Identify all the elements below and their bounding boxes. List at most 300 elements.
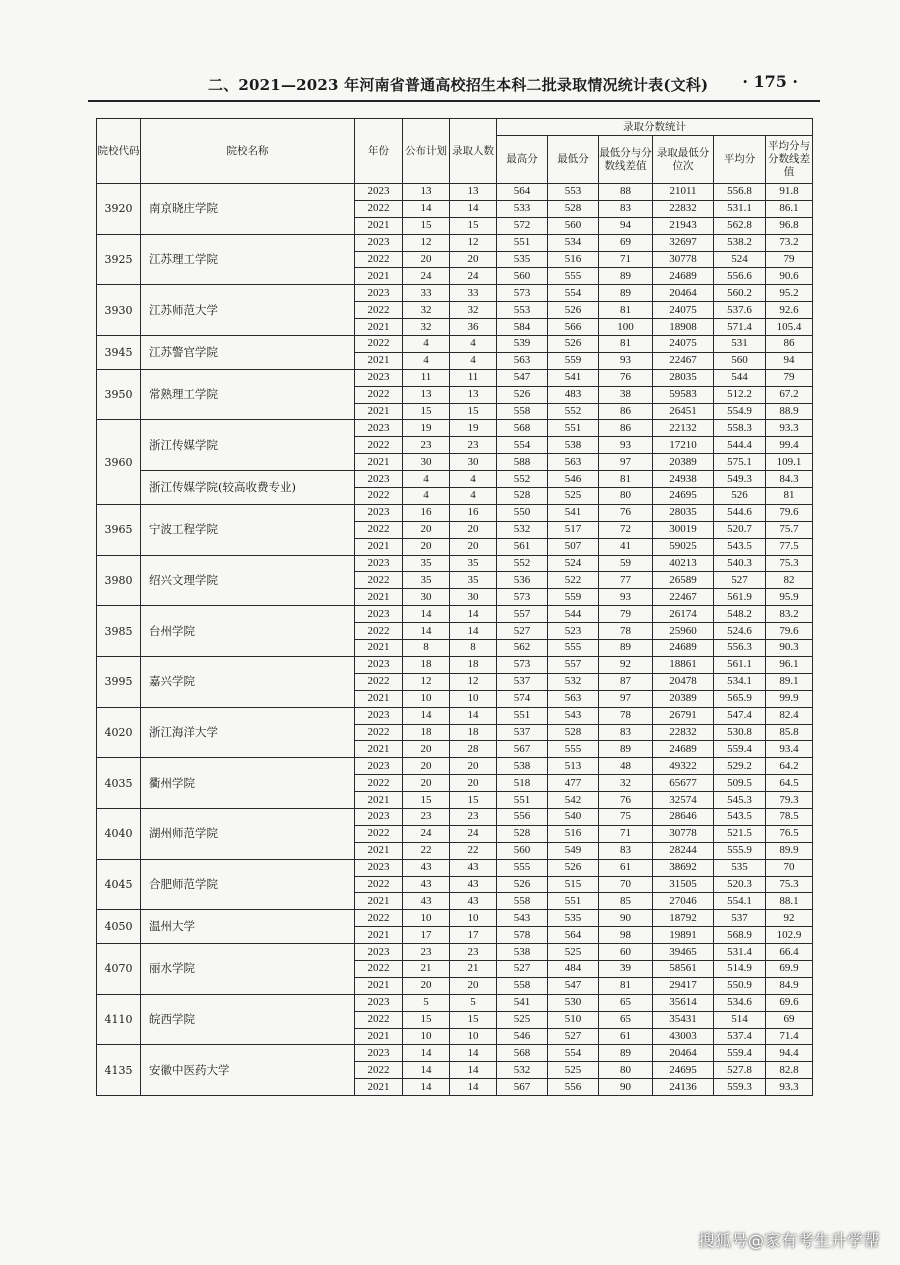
table-cell: 553 <box>497 302 548 319</box>
table-cell: 2021 <box>355 352 403 369</box>
table-cell: 86.1 <box>766 200 813 217</box>
table-cell: 83 <box>599 724 653 741</box>
table-cell: 546 <box>497 1028 548 1045</box>
table-cell: 549.3 <box>714 471 766 488</box>
table-cell: 90 <box>599 1079 653 1096</box>
table-cell: 20389 <box>653 454 714 471</box>
table-cell: 559 <box>548 589 599 606</box>
table-cell: 2022 <box>355 302 403 319</box>
table-cell: 78 <box>599 707 653 724</box>
table-cell: 71.4 <box>766 1028 813 1045</box>
header-avg: 平均分 <box>714 136 766 184</box>
table-cell: 26174 <box>653 606 714 623</box>
table-cell: 59025 <box>653 538 714 555</box>
table-cell: 514.9 <box>714 960 766 977</box>
header-name: 院校名称 <box>141 119 355 184</box>
header-min-rank: 录取最低分位次 <box>653 136 714 184</box>
table-cell: 20464 <box>653 285 714 302</box>
table-cell: 2021 <box>355 640 403 657</box>
table-cell: 92 <box>766 910 813 927</box>
table-cell: 8 <box>403 640 450 657</box>
table-cell: 512.2 <box>714 386 766 403</box>
table-cell: 552 <box>497 471 548 488</box>
table-cell: 18 <box>450 724 497 741</box>
table-cell: 2022 <box>355 910 403 927</box>
table-cell: 5 <box>403 994 450 1011</box>
table-cell: 4 <box>403 488 450 505</box>
table-cell: 84.9 <box>766 977 813 994</box>
school-code: 3920 <box>97 184 141 235</box>
table-cell: 64.2 <box>766 758 813 775</box>
table-cell: 38692 <box>653 859 714 876</box>
school-code: 4040 <box>97 808 141 859</box>
table-cell: 548.2 <box>714 606 766 623</box>
table-cell: 556.3 <box>714 640 766 657</box>
table-cell: 30778 <box>653 251 714 268</box>
table-cell: 18908 <box>653 319 714 336</box>
table-cell: 91.8 <box>766 184 813 201</box>
header-plan: 公布计划 <box>403 119 450 184</box>
table-cell: 528 <box>548 200 599 217</box>
table-cell: 86 <box>766 336 813 353</box>
table-cell: 28 <box>450 741 497 758</box>
table-cell: 109.1 <box>766 454 813 471</box>
table-cell: 26589 <box>653 572 714 589</box>
table-cell: 541 <box>497 994 548 1011</box>
table-cell: 75.7 <box>766 521 813 538</box>
table-cell: 551 <box>497 234 548 251</box>
table-cell: 2022 <box>355 251 403 268</box>
table-cell: 93.3 <box>766 1079 813 1096</box>
school-name: 皖西学院 <box>141 994 355 1045</box>
table-cell: 2022 <box>355 1062 403 1079</box>
table-cell: 537.4 <box>714 1028 766 1045</box>
table-cell: 520.7 <box>714 521 766 538</box>
table-cell: 561.9 <box>714 589 766 606</box>
table-cell: 20478 <box>653 673 714 690</box>
table-cell: 515 <box>548 876 599 893</box>
school-name: 丽水学院 <box>141 944 355 995</box>
table-cell: 81 <box>766 488 813 505</box>
table-cell: 32697 <box>653 234 714 251</box>
table-cell: 92.6 <box>766 302 813 319</box>
table-cell: 20 <box>403 538 450 555</box>
table-cell: 554.1 <box>714 893 766 910</box>
table-cell: 17 <box>403 927 450 944</box>
table-cell: 28035 <box>653 369 714 386</box>
table-cell: 99.4 <box>766 437 813 454</box>
table-cell: 2022 <box>355 673 403 690</box>
table-cell: 557 <box>548 656 599 673</box>
table-cell: 525 <box>497 1011 548 1028</box>
school-name: 台州学院 <box>141 606 355 657</box>
table-cell: 2022 <box>355 488 403 505</box>
table-cell: 12 <box>403 234 450 251</box>
table-cell: 20 <box>450 521 497 538</box>
table-cell: 513 <box>548 758 599 775</box>
table-cell: 20 <box>403 741 450 758</box>
table-cell: 524 <box>714 251 766 268</box>
table-cell: 73.2 <box>766 234 813 251</box>
table-cell: 32 <box>599 775 653 792</box>
table-body <box>97 184 813 1096</box>
table-cell: 43 <box>403 876 450 893</box>
table-cell: 43 <box>450 859 497 876</box>
table-cell: 82.4 <box>766 707 813 724</box>
table-cell: 21011 <box>653 184 714 201</box>
table-cell: 23 <box>450 808 497 825</box>
table-cell: 24136 <box>653 1079 714 1096</box>
table-cell: 561.1 <box>714 656 766 673</box>
table-cell: 5 <box>450 994 497 1011</box>
table-cell: 32 <box>403 319 450 336</box>
table-cell: 15 <box>403 217 450 234</box>
table-cell: 12 <box>450 234 497 251</box>
table-cell: 15 <box>450 1011 497 1028</box>
table-cell: 30 <box>450 454 497 471</box>
table-cell: 560.2 <box>714 285 766 302</box>
table-cell: 2023 <box>355 944 403 961</box>
table-cell: 71 <box>599 825 653 842</box>
school-code: 3960 <box>97 420 141 504</box>
table-cell: 20 <box>450 251 497 268</box>
table-cell: 14 <box>450 1045 497 1062</box>
table-cell: 28646 <box>653 808 714 825</box>
table-cell: 94 <box>766 352 813 369</box>
table-cell: 517 <box>548 521 599 538</box>
table-cell: 10 <box>403 910 450 927</box>
table-cell: 30019 <box>653 521 714 538</box>
table-cell: 75.3 <box>766 876 813 893</box>
table-cell: 43003 <box>653 1028 714 1045</box>
table-cell: 8 <box>450 640 497 657</box>
table-cell: 537.6 <box>714 302 766 319</box>
table-cell: 2021 <box>355 268 403 285</box>
table-cell: 532 <box>497 521 548 538</box>
table-cell: 484 <box>548 960 599 977</box>
table-cell: 12 <box>450 673 497 690</box>
table-row <box>97 758 813 775</box>
table-cell: 14 <box>450 707 497 724</box>
table-cell: 2021 <box>355 977 403 994</box>
table-cell: 2022 <box>355 960 403 977</box>
table-cell: 556.6 <box>714 268 766 285</box>
table-cell: 524.6 <box>714 623 766 640</box>
table-cell: 15 <box>403 403 450 420</box>
table-cell: 99.9 <box>766 690 813 707</box>
school-name: 衢州学院 <box>141 758 355 809</box>
table-cell: 82 <box>766 572 813 589</box>
table-cell: 18792 <box>653 910 714 927</box>
table-cell: 95.2 <box>766 285 813 302</box>
table-cell: 572 <box>497 217 548 234</box>
table-cell: 65 <box>599 1011 653 1028</box>
table-cell: 75 <box>599 808 653 825</box>
table-cell: 554.9 <box>714 403 766 420</box>
table-cell: 527 <box>548 1028 599 1045</box>
table-cell: 571.4 <box>714 319 766 336</box>
table-cell: 96.1 <box>766 656 813 673</box>
table-cell: 23 <box>403 437 450 454</box>
table-cell: 516 <box>548 251 599 268</box>
table-cell: 90.3 <box>766 640 813 657</box>
table-cell: 32 <box>450 302 497 319</box>
table-cell: 78.5 <box>766 808 813 825</box>
table-cell: 2021 <box>355 217 403 234</box>
table-cell: 77 <box>599 572 653 589</box>
table-cell: 555 <box>497 859 548 876</box>
table-cell: 563 <box>548 690 599 707</box>
table-cell: 21 <box>403 960 450 977</box>
table-cell: 24695 <box>653 1062 714 1079</box>
table-cell: 14 <box>450 1062 497 1079</box>
table-cell: 32574 <box>653 792 714 809</box>
table-cell: 530.8 <box>714 724 766 741</box>
table-cell: 35431 <box>653 1011 714 1028</box>
header-min: 最低分 <box>548 136 599 184</box>
table-cell: 22832 <box>653 200 714 217</box>
table-cell: 526 <box>497 386 548 403</box>
table-cell: 534 <box>548 234 599 251</box>
table-cell: 2022 <box>355 437 403 454</box>
table-cell: 10 <box>450 1028 497 1045</box>
table-cell: 26791 <box>653 707 714 724</box>
table-cell: 13 <box>450 184 497 201</box>
table-cell: 70 <box>599 876 653 893</box>
table-cell: 537 <box>714 910 766 927</box>
table-cell: 558 <box>497 977 548 994</box>
table-cell: 59 <box>599 555 653 572</box>
table-cell: 2023 <box>355 504 403 521</box>
table-cell: 574 <box>497 690 548 707</box>
table-cell: 544 <box>548 606 599 623</box>
table-cell: 541 <box>548 369 599 386</box>
source-watermark: 搜狐号@家有考生升学帮 <box>698 1231 880 1250</box>
table-cell: 24938 <box>653 471 714 488</box>
table-cell: 88.9 <box>766 403 813 420</box>
table-cell: 530 <box>548 994 599 1011</box>
table-cell: 14 <box>403 1079 450 1096</box>
table-cell: 565.9 <box>714 690 766 707</box>
table-cell: 520.3 <box>714 876 766 893</box>
school-name: 江苏师范大学 <box>141 285 355 336</box>
table-cell: 527.8 <box>714 1062 766 1079</box>
table-cell: 564 <box>497 184 548 201</box>
table-cell: 20464 <box>653 1045 714 1062</box>
table-cell: 20 <box>403 775 450 792</box>
table-cell: 547.4 <box>714 707 766 724</box>
table-cell: 79.6 <box>766 623 813 640</box>
table-cell: 525 <box>548 1062 599 1079</box>
header-year: 年份 <box>355 119 403 184</box>
table-cell: 533 <box>497 200 548 217</box>
table-cell: 35 <box>450 555 497 572</box>
table-cell: 24075 <box>653 302 714 319</box>
table-cell: 79.3 <box>766 792 813 809</box>
table-cell: 523 <box>548 623 599 640</box>
school-name: 绍兴文理学院 <box>141 555 355 606</box>
table-cell: 17 <box>450 927 497 944</box>
table-cell: 79 <box>766 369 813 386</box>
table-cell: 93 <box>599 437 653 454</box>
table-cell: 23 <box>403 808 450 825</box>
table-cell: 16 <box>450 504 497 521</box>
table-cell: 83.2 <box>766 606 813 623</box>
table-cell: 524 <box>548 555 599 572</box>
table-cell: 544 <box>714 369 766 386</box>
table-cell: 528 <box>548 724 599 741</box>
table-cell: 77.5 <box>766 538 813 555</box>
table-cell: 20 <box>450 758 497 775</box>
table-cell: 2021 <box>355 842 403 859</box>
school-name: 嘉兴学院 <box>141 656 355 707</box>
table-cell: 67.2 <box>766 386 813 403</box>
table-cell: 573 <box>497 285 548 302</box>
table-cell: 483 <box>548 386 599 403</box>
table-cell: 555 <box>548 741 599 758</box>
table-cell: 2023 <box>355 184 403 201</box>
table-cell: 540.3 <box>714 555 766 572</box>
table-cell: 43 <box>450 893 497 910</box>
table-cell: 531.1 <box>714 200 766 217</box>
table-cell: 535 <box>497 251 548 268</box>
table-cell: 20 <box>403 977 450 994</box>
table-cell: 10 <box>403 1028 450 1045</box>
table-cell: 537 <box>497 724 548 741</box>
table-cell: 75.3 <box>766 555 813 572</box>
table-cell: 22 <box>403 842 450 859</box>
school-code: 3965 <box>97 504 141 555</box>
table-cell: 510 <box>548 1011 599 1028</box>
table-cell: 18 <box>403 656 450 673</box>
table-cell: 20 <box>450 538 497 555</box>
table-cell: 13 <box>450 386 497 403</box>
school-name: 浙江传媒学院(较高收费专业) <box>141 471 355 505</box>
table-cell: 542 <box>548 792 599 809</box>
table-cell: 4 <box>403 352 450 369</box>
table-cell: 10 <box>450 690 497 707</box>
table-cell: 521.5 <box>714 825 766 842</box>
table-cell: 2021 <box>355 589 403 606</box>
table-row <box>97 555 813 572</box>
table-cell: 33 <box>450 285 497 302</box>
table-cell: 568.9 <box>714 927 766 944</box>
table-cell: 527 <box>497 623 548 640</box>
table-cell: 82.8 <box>766 1062 813 1079</box>
table-cell: 516 <box>548 825 599 842</box>
table-cell: 22467 <box>653 352 714 369</box>
admission-table <box>96 118 813 1096</box>
table-cell: 477 <box>548 775 599 792</box>
school-name: 湖州师范学院 <box>141 808 355 859</box>
table-cell: 549 <box>548 842 599 859</box>
table-cell: 535 <box>548 910 599 927</box>
table-cell: 551 <box>497 707 548 724</box>
table-cell: 71 <box>599 251 653 268</box>
table-cell: 532 <box>548 673 599 690</box>
school-code: 4070 <box>97 944 141 995</box>
table-cell: 4 <box>403 336 450 353</box>
table-cell: 22132 <box>653 420 714 437</box>
table-cell: 2023 <box>355 859 403 876</box>
table-cell: 578 <box>497 927 548 944</box>
table-cell: 23 <box>450 437 497 454</box>
table-cell: 18 <box>450 656 497 673</box>
table-cell: 14 <box>450 623 497 640</box>
table-cell: 81 <box>599 302 653 319</box>
table-cell: 35 <box>403 555 450 572</box>
table-cell: 2022 <box>355 572 403 589</box>
page-title: 二、2021—2023 年河南省普通高校招生本科二批录取情况统计表(文科) <box>208 76 709 94</box>
table-cell: 2021 <box>355 893 403 910</box>
table-cell: 2022 <box>355 200 403 217</box>
table-cell: 89 <box>599 1045 653 1062</box>
table-cell: 4 <box>403 471 450 488</box>
table-cell: 59583 <box>653 386 714 403</box>
table-cell: 536 <box>497 572 548 589</box>
table-row <box>97 707 813 724</box>
table-cell: 559.4 <box>714 741 766 758</box>
table-cell: 573 <box>497 589 548 606</box>
table-cell: 514 <box>714 1011 766 1028</box>
table-cell: 2023 <box>355 808 403 825</box>
table-cell: 22 <box>450 842 497 859</box>
table-cell: 15 <box>403 792 450 809</box>
page-header <box>88 70 820 102</box>
table-cell: 525 <box>548 944 599 961</box>
table-cell: 25960 <box>653 623 714 640</box>
table-cell: 80 <box>599 488 653 505</box>
table-cell: 90.6 <box>766 268 813 285</box>
school-code: 4045 <box>97 859 141 910</box>
table-cell: 527 <box>497 960 548 977</box>
table-cell: 14 <box>403 1045 450 1062</box>
table-cell: 93 <box>599 589 653 606</box>
table-cell: 16 <box>403 504 450 521</box>
table-cell: 566 <box>548 319 599 336</box>
table-cell: 61 <box>599 1028 653 1045</box>
table-cell: 65 <box>599 994 653 1011</box>
table-cell: 555 <box>548 640 599 657</box>
admission-table-container <box>96 118 812 1096</box>
table-cell: 19 <box>403 420 450 437</box>
table-cell: 97 <box>599 454 653 471</box>
table-cell: 555.9 <box>714 842 766 859</box>
table-cell: 584 <box>497 319 548 336</box>
table-cell: 22832 <box>653 724 714 741</box>
table-cell: 543.5 <box>714 808 766 825</box>
table-cell: 2022 <box>355 521 403 538</box>
table-cell: 14 <box>450 200 497 217</box>
table-cell: 532 <box>497 1062 548 1079</box>
table-cell: 543.5 <box>714 538 766 555</box>
table-cell: 554 <box>548 285 599 302</box>
table-cell: 526 <box>714 488 766 505</box>
table-cell: 85 <box>599 893 653 910</box>
table-cell: 588 <box>497 454 548 471</box>
table-cell: 20 <box>403 758 450 775</box>
table-cell: 23 <box>403 944 450 961</box>
table-cell: 98 <box>599 927 653 944</box>
table-cell: 563 <box>497 352 548 369</box>
table-cell: 522 <box>548 572 599 589</box>
header-admitted: 录取人数 <box>450 119 497 184</box>
school-name: 江苏警官学院 <box>141 336 355 370</box>
table-cell: 568 <box>497 420 548 437</box>
table-cell: 11 <box>403 369 450 386</box>
table-cell: 573 <box>497 656 548 673</box>
table-cell: 560 <box>497 842 548 859</box>
